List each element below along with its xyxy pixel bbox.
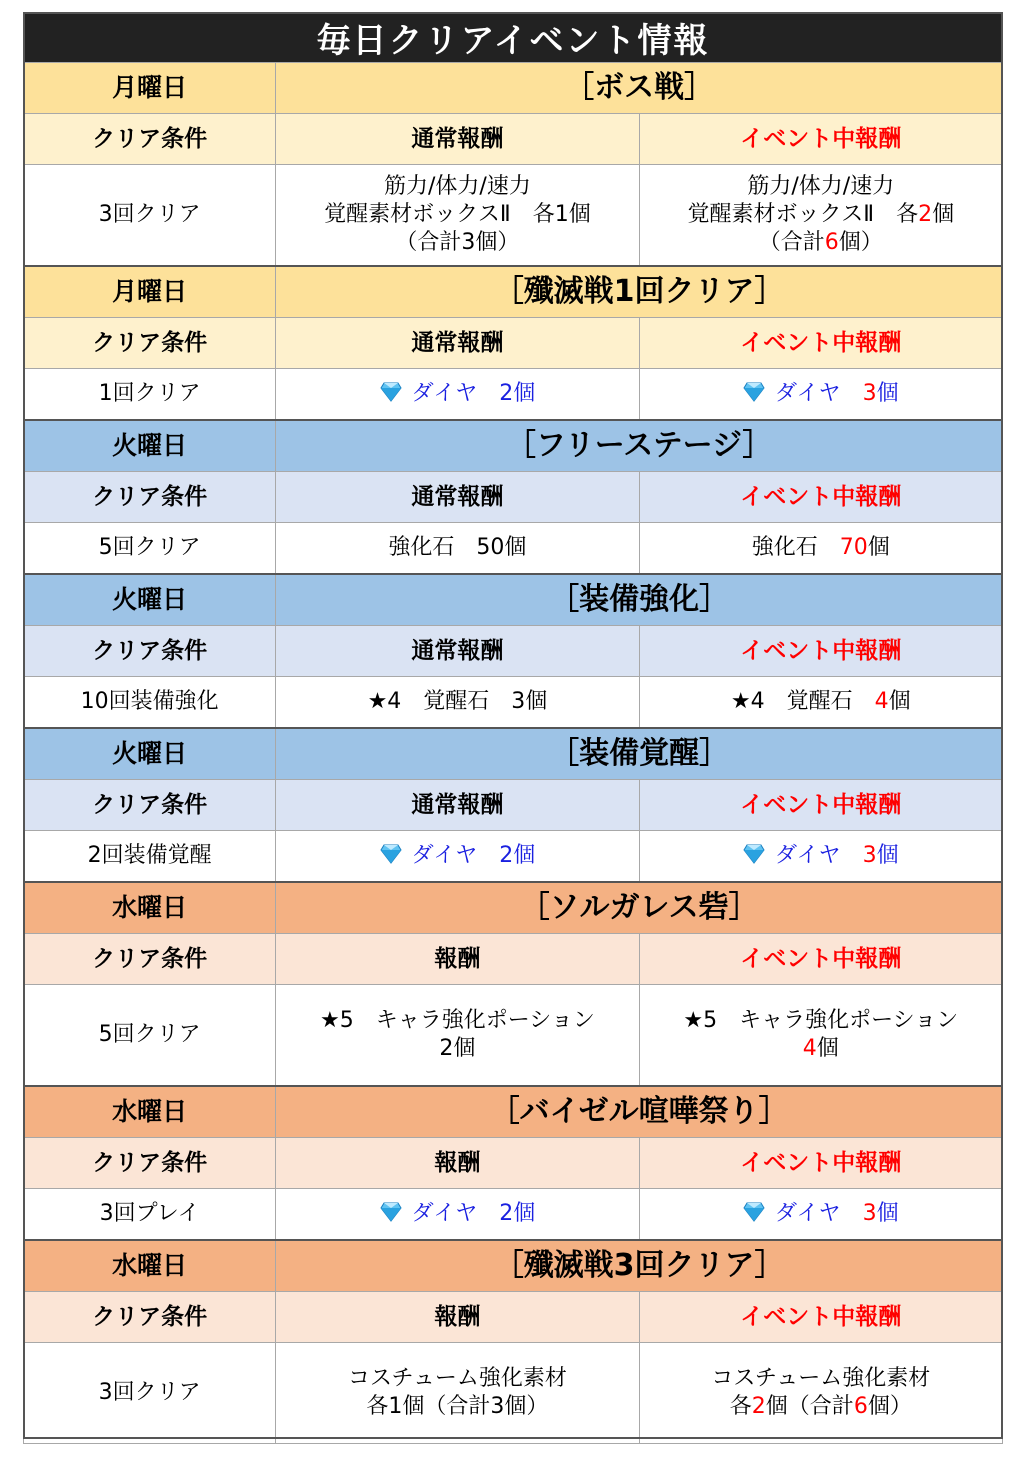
diamond-icon — [743, 1202, 765, 1222]
column-header-row — [24, 1138, 1003, 1189]
reward-row — [24, 677, 1003, 729]
normal-reward-label: 通常報酬 — [276, 318, 639, 369]
diamond-label: ダイヤ — [775, 381, 841, 406]
day-label: 火曜日 — [24, 420, 276, 472]
event-reward-count: 4 — [802, 1036, 817, 1061]
event-header-row — [24, 728, 1003, 780]
diamond-icon — [380, 382, 402, 402]
event-reward-unit: 個 — [867, 535, 890, 560]
event-header-row — [24, 266, 1003, 318]
cond-value: 1回クリア — [24, 369, 276, 421]
diamond-label: ダイヤ — [411, 1201, 478, 1226]
event-reward — [639, 523, 1002, 575]
event-reward-count: 3 — [862, 381, 877, 406]
event-header-row — [24, 882, 1003, 934]
event-reward-line: コスチューム強化素材 — [711, 1366, 931, 1391]
diamond-count: 2個 — [499, 1201, 536, 1226]
event-header-row — [24, 1240, 1003, 1292]
event-reward — [639, 831, 1002, 883]
normal-reward — [276, 1189, 639, 1241]
cond-value: 2回装備覚醒 — [24, 831, 276, 883]
event-reward-label: イベント中報酬 — [639, 1292, 1002, 1343]
reward-row — [24, 369, 1003, 421]
normal-reward: ★4 覚醒石 3個 — [276, 677, 639, 729]
normal-reward — [276, 369, 639, 421]
event-reward-label: イベント中報酬 — [639, 472, 1002, 523]
diamond-icon — [380, 1202, 402, 1222]
cond-value: 3回クリア — [24, 165, 276, 267]
event-reward-text: 個（合計 — [765, 1394, 854, 1419]
event-reward-count: 70 — [839, 535, 868, 560]
normal-reward-line: 覚醒素材ボックスⅡ 各1個 — [324, 202, 591, 227]
event-name: ［バイゼル喧嘩祭り］ — [276, 1086, 1003, 1138]
event-reward-line — [640, 1035, 1002, 1063]
day-label: 水曜日 — [24, 1086, 276, 1138]
normal-reward: 強化石 50個 — [276, 523, 639, 575]
event-reward-label: イベント中報酬 — [639, 780, 1002, 831]
cond-label: クリア条件 — [24, 472, 276, 523]
event-reward-count: 3 — [862, 1201, 877, 1226]
event-reward-count: 2 — [751, 1394, 766, 1419]
day-label: 月曜日 — [24, 266, 276, 318]
normal-reward-line: 各1個（合計3個） — [366, 1394, 549, 1419]
event-reward — [639, 1189, 1002, 1241]
page-title: 毎日クリアイベント情報 — [23, 12, 1003, 62]
event-reward — [639, 369, 1002, 421]
event-reward-unit: 個 — [876, 381, 899, 406]
diamond-icon — [743, 844, 765, 864]
event-reward-count: 6 — [824, 230, 839, 255]
event-reward-label: イベント中報酬 — [639, 1138, 1002, 1189]
column-header-row — [24, 626, 1003, 677]
event-name: ［殲滅戦3回クリア］ — [276, 1240, 1003, 1292]
diamond-count: 2個 — [499, 381, 536, 406]
diamond-label: ダイヤ — [411, 381, 478, 406]
event-reward-text: （合計 — [758, 230, 825, 255]
event-reward-text: 覚醒素材ボックスⅡ 各 — [687, 202, 919, 227]
column-header-row — [24, 1292, 1003, 1343]
event-header-row — [24, 1086, 1003, 1138]
day-label: 水曜日 — [24, 1240, 276, 1292]
reward-row — [24, 165, 1003, 267]
diamond-label: ダイヤ — [775, 843, 841, 868]
cond-label: クリア条件 — [24, 780, 276, 831]
event-name: ［装備覚醒］ — [276, 728, 1003, 780]
normal-reward-label: 報酬 — [276, 934, 639, 985]
event-reward-count: 6 — [853, 1394, 868, 1419]
day-label: 火曜日 — [24, 574, 276, 626]
cond-value: 5回クリア — [24, 523, 276, 575]
event-table-container — [23, 12, 1003, 1444]
normal-reward — [276, 985, 639, 1087]
reward-row — [24, 523, 1003, 575]
event-header-row — [24, 574, 1003, 626]
column-header-row — [24, 114, 1003, 165]
diamond-label: ダイヤ — [775, 1201, 841, 1226]
normal-reward — [276, 831, 639, 883]
cond-value: 3回クリア — [24, 1343, 276, 1444]
event-reward-label: イベント中報酬 — [639, 114, 1002, 165]
cond-value: 5回クリア — [24, 985, 276, 1087]
normal-reward-label: 報酬 — [276, 1138, 639, 1189]
normal-reward-label: 通常報酬 — [276, 626, 639, 677]
event-reward-unit: 個 — [932, 202, 955, 227]
event-reward-unit: 個） — [867, 1394, 912, 1419]
event-reward-unit: 個 — [816, 1036, 839, 1061]
event-name: ［装備強化］ — [276, 574, 1003, 626]
event-reward-line — [640, 1393, 1002, 1421]
event-table — [23, 62, 1003, 1444]
event-reward — [639, 1343, 1002, 1444]
event-reward-label: イベント中報酬 — [639, 626, 1002, 677]
day-label: 火曜日 — [24, 728, 276, 780]
diamond-count: 2個 — [499, 843, 536, 868]
event-reward-count: 3 — [862, 843, 877, 868]
event-reward-unit: 個 — [888, 689, 911, 714]
normal-reward-label: 通常報酬 — [276, 114, 639, 165]
event-reward-label: イベント中報酬 — [639, 318, 1002, 369]
normal-reward — [276, 165, 639, 267]
event-reward-text: 各 — [729, 1394, 752, 1419]
event-reward-line — [640, 229, 1002, 257]
event-reward-text: ★4 覚醒石 — [730, 689, 875, 714]
cond-label: クリア条件 — [24, 114, 276, 165]
event-reward — [639, 165, 1002, 267]
normal-reward-line: （合計3個） — [395, 230, 520, 255]
day-label: 月曜日 — [24, 63, 276, 114]
normal-reward-line: コスチューム強化素材 — [347, 1366, 567, 1391]
event-name: ［フリーステージ］ — [276, 420, 1003, 472]
cond-value: 3回プレイ — [24, 1189, 276, 1241]
reward-row — [24, 831, 1003, 883]
cond-value: 10回装備強化 — [24, 677, 276, 729]
reward-row — [24, 1189, 1003, 1241]
event-reward-unit: 個） — [838, 230, 883, 255]
event-reward-line: ★5 キャラ強化ポーション — [683, 1008, 959, 1033]
event-reward — [639, 677, 1002, 729]
event-reward-unit: 個 — [876, 843, 899, 868]
normal-reward-line: 2個 — [439, 1036, 476, 1061]
column-header-row — [24, 780, 1003, 831]
cond-label: クリア条件 — [24, 626, 276, 677]
normal-reward-label: 通常報酬 — [276, 472, 639, 523]
reward-row — [24, 1343, 1003, 1444]
event-name: ［ソルガレス砦］ — [276, 882, 1003, 934]
event-reward — [639, 985, 1002, 1087]
diamond-icon — [380, 844, 402, 864]
day-label: 水曜日 — [24, 882, 276, 934]
event-name: ［殲滅戦1回クリア］ — [276, 266, 1003, 318]
column-header-row — [24, 318, 1003, 369]
reward-row — [24, 985, 1003, 1087]
cond-label: クリア条件 — [24, 934, 276, 985]
event-reward-count: 2 — [918, 202, 933, 227]
normal-reward-label: 通常報酬 — [276, 780, 639, 831]
cond-label: クリア条件 — [24, 1292, 276, 1343]
event-name: ［ボス戦］ — [276, 63, 1003, 114]
diamond-icon — [743, 382, 765, 402]
column-header-row — [24, 934, 1003, 985]
event-reward-unit: 個 — [876, 1201, 899, 1226]
column-header-row — [24, 472, 1003, 523]
event-header-row — [24, 420, 1003, 472]
normal-reward-label: 報酬 — [276, 1292, 639, 1343]
cond-label: クリア条件 — [24, 318, 276, 369]
cond-label: クリア条件 — [24, 1138, 276, 1189]
diamond-label: ダイヤ — [411, 843, 478, 868]
event-reward-label: イベント中報酬 — [639, 934, 1002, 985]
normal-reward — [276, 1343, 639, 1444]
event-reward-count: 4 — [874, 689, 889, 714]
event-reward-line: 筋力/体力/速力 — [747, 174, 895, 199]
event-reward-text: 強化石 — [751, 535, 840, 560]
normal-reward-line: ★5 キャラ強化ポーション — [320, 1008, 595, 1033]
normal-reward-line: 筋力/体力/速力 — [384, 174, 531, 199]
event-header-row — [24, 63, 1003, 114]
event-reward-line — [640, 201, 1002, 229]
